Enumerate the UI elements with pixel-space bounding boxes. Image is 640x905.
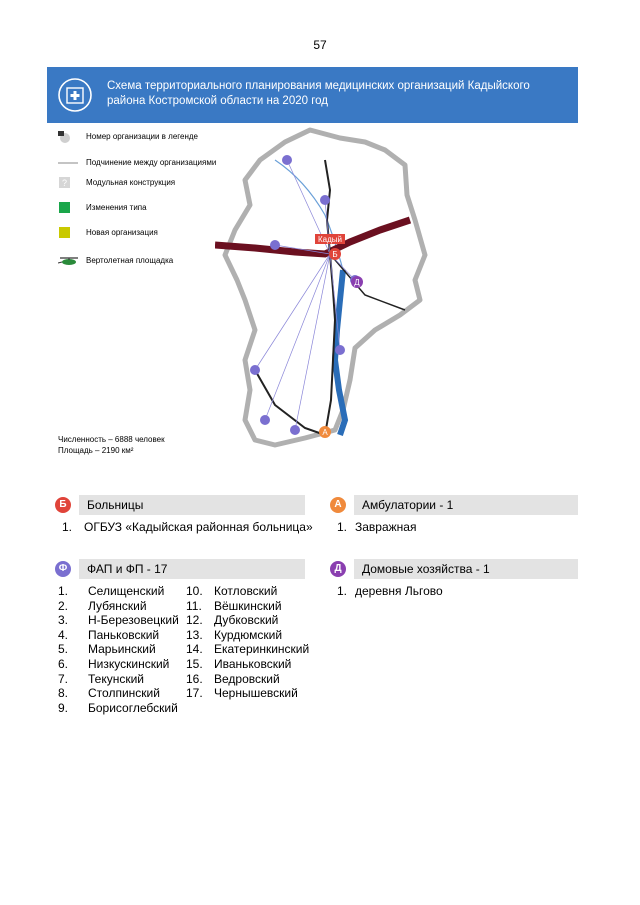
households-section-header bbox=[334, 559, 578, 579]
ambulatories-list bbox=[337, 520, 567, 535]
hospitals-list bbox=[62, 520, 322, 535]
list-item: 7. Текунский bbox=[58, 671, 144, 686]
medical-cross-icon bbox=[58, 78, 92, 112]
fap-list-col1 bbox=[58, 584, 188, 715]
ambulatory-badge-icon: А bbox=[330, 497, 346, 513]
legend-label: Новая организация bbox=[86, 228, 158, 237]
fap-marker bbox=[335, 345, 345, 355]
ambulatory-marker-label: А bbox=[322, 428, 328, 437]
ambulatories-section-header bbox=[334, 495, 578, 515]
fap-badge-icon: Ф bbox=[55, 561, 71, 577]
households-title: Домовые хозяйства - 1 bbox=[362, 562, 490, 576]
fap-title: ФАП и ФП - 17 bbox=[87, 562, 168, 576]
list-item: 9. Борисоглебский bbox=[58, 700, 178, 715]
list-item: 1. деревня Льгово bbox=[337, 584, 443, 598]
banner-title: Схема территориального планирования медицинских организаций Кадыйского района Костромской области на 2020 год bbox=[107, 80, 530, 107]
area-text: Площадь – 2190 км² bbox=[58, 446, 134, 455]
hospitals-title: Больницы bbox=[87, 498, 144, 512]
legend-label: Вертолетная площадка bbox=[86, 256, 174, 265]
households-list bbox=[337, 584, 567, 599]
household-badge-icon: Д bbox=[330, 561, 346, 577]
household-marker-label: Д bbox=[354, 278, 360, 287]
fap-marker bbox=[270, 240, 280, 250]
fap-marker bbox=[290, 425, 300, 435]
org-number-icon bbox=[58, 130, 82, 144]
district-stats bbox=[58, 434, 165, 456]
list-item: 8. Столпинский bbox=[58, 686, 160, 701]
fap-list-col2 bbox=[186, 584, 326, 701]
legend-label: Изменения типа bbox=[86, 203, 147, 212]
new-organization-icon bbox=[58, 226, 82, 240]
list-item: 2. Лубянский bbox=[58, 598, 147, 613]
header-banner bbox=[47, 67, 578, 123]
fap-marker bbox=[260, 415, 270, 425]
legend-label: Номер организации в легенде bbox=[86, 132, 198, 141]
center-label: Кадый bbox=[318, 235, 342, 244]
fap-marker bbox=[320, 195, 330, 205]
list-item: 5. Марьинский bbox=[58, 642, 156, 657]
district-outline bbox=[225, 130, 425, 445]
list-item: 11. Вёшкинский bbox=[186, 598, 282, 613]
population-text: Численность – 6888 человек bbox=[58, 435, 165, 444]
type-change-icon bbox=[58, 201, 82, 215]
list-item: 17. Чернышевский bbox=[186, 686, 298, 701]
ambulatories-title: Амбулатории - 1 bbox=[362, 498, 454, 512]
list-item: 6. Низкускинский bbox=[58, 656, 170, 671]
fap-marker bbox=[250, 365, 260, 375]
svg-text:?: ? bbox=[61, 178, 68, 188]
list-item: 1. Завражная bbox=[337, 520, 417, 534]
list-item: 10. Котловский bbox=[186, 584, 278, 598]
modular-construction-icon bbox=[58, 176, 82, 190]
list-item: 4. Паньковский bbox=[58, 627, 160, 642]
list-item: 1. Селищенский bbox=[58, 584, 165, 598]
fap-section-header bbox=[58, 559, 305, 579]
list-item: 3. Н-Березовецкий bbox=[58, 613, 179, 628]
hospital-marker-label: Б bbox=[332, 250, 338, 259]
hospital-badge-icon: Б bbox=[55, 497, 71, 513]
subordination-line-icon bbox=[58, 156, 82, 170]
list-item: 15. Иваньковский bbox=[186, 656, 292, 671]
list-item: 14. Екатеринкинский bbox=[186, 642, 310, 657]
list-item: 12. Дубковский bbox=[186, 613, 279, 628]
legend-label: Подчинение между организациями bbox=[86, 158, 217, 167]
list-item: 13. Курдюмский bbox=[186, 627, 283, 642]
district-map bbox=[215, 120, 445, 460]
hospitals-section-header bbox=[59, 495, 305, 515]
legend-label: Модульная конструкция bbox=[86, 178, 176, 187]
helipad-icon bbox=[58, 254, 82, 268]
page-number: 57 bbox=[313, 38, 327, 52]
fap-marker bbox=[282, 155, 292, 165]
list-item: 1. ОГБУЗ «Кадыйская районная больница» bbox=[62, 520, 313, 534]
list-item: 16. Ведровский bbox=[186, 671, 280, 686]
